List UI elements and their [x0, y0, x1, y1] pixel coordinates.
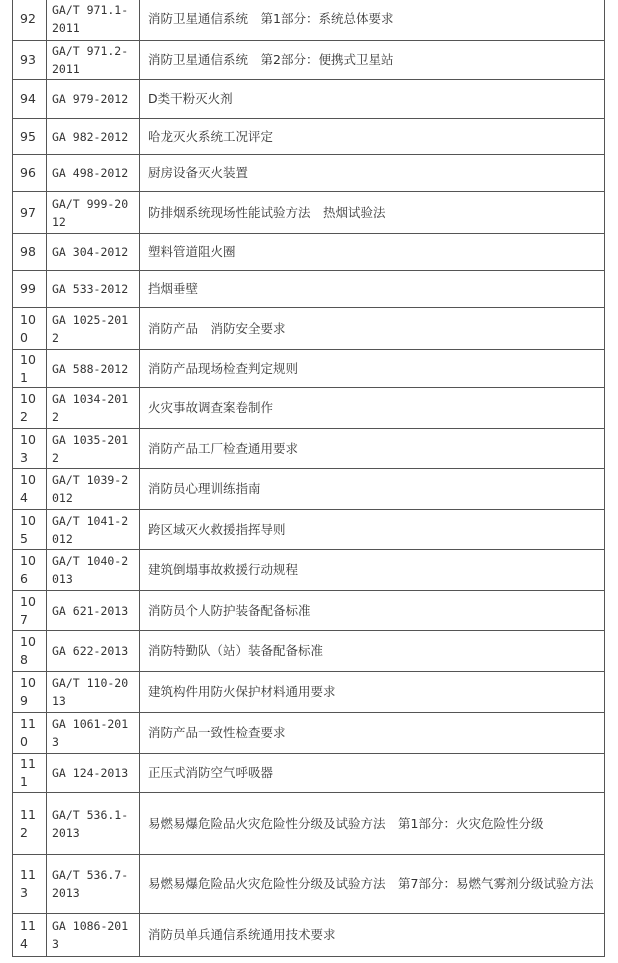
- table-row: [13, 0, 605, 41]
- standard-title-cell: 哈龙灭火系统工况评定: [140, 119, 605, 155]
- standard-code-cell: GA 1025-2012: [47, 308, 140, 350]
- standard-code-cell: GA 982-2012: [47, 119, 140, 155]
- standard-title-cell: 跨区域灭火救援指挥导则: [140, 510, 605, 550]
- row-number-cell: 111: [13, 754, 47, 793]
- row-number-cell: 107: [13, 591, 47, 631]
- table-row: [13, 388, 605, 429]
- table-row: [13, 192, 605, 234]
- row-number-cell: 101: [13, 350, 47, 388]
- table-row: [13, 510, 605, 550]
- table-row: [13, 429, 605, 469]
- row-number-cell: 108: [13, 631, 47, 672]
- row-number-cell: 109: [13, 672, 47, 713]
- standard-code-cell: GA 124-2013: [47, 754, 140, 793]
- standard-title-cell: 消防卫星通信系统 第2部分：便携式卫星站: [140, 41, 605, 80]
- table-row: [13, 469, 605, 510]
- row-number-cell: 110: [13, 713, 47, 754]
- standard-title-cell: 消防员心理训练指南: [140, 469, 605, 510]
- row-number-cell: 98: [13, 234, 47, 271]
- row-number-cell: 105: [13, 510, 47, 550]
- table-row: [13, 855, 605, 914]
- standard-title-cell: 消防员单兵通信系统通用技术要求: [140, 914, 605, 957]
- row-number-cell: 99: [13, 271, 47, 308]
- row-number-cell: 97: [13, 192, 47, 234]
- standard-title-cell: 消防产品一致性检查要求: [140, 713, 605, 754]
- standard-code-cell: GA/T 1040-2013: [47, 550, 140, 591]
- standard-title-cell: 消防卫星通信系统 第1部分：系统总体要求: [140, 0, 605, 41]
- row-number-cell: 104: [13, 469, 47, 510]
- standard-code-cell: GA 304-2012: [47, 234, 140, 271]
- standard-title-cell: 正压式消防空气呼吸器: [140, 754, 605, 793]
- standard-code-cell: GA 1034-2012: [47, 388, 140, 429]
- table-row: [13, 591, 605, 631]
- standard-code-cell: GA/T 536.7-2013: [47, 855, 140, 914]
- standard-title-cell: 厨房设备灭火装置: [140, 155, 605, 192]
- standard-code-cell: GA 1086-2013: [47, 914, 140, 957]
- table-row: [13, 914, 605, 957]
- table-row: [13, 350, 605, 388]
- row-number-cell: 96: [13, 155, 47, 192]
- table-row: [13, 550, 605, 591]
- standard-title-cell: 消防员个人防护装备配备标准: [140, 591, 605, 631]
- table-row: [13, 713, 605, 754]
- table-row: [13, 631, 605, 672]
- row-number-cell: 102: [13, 388, 47, 429]
- standards-table-container: [12, 0, 605, 957]
- standard-code-cell: GA 622-2013: [47, 631, 140, 672]
- standard-title-cell: 挡烟垂壁: [140, 271, 605, 308]
- standard-code-cell: GA/T 1039-2012: [47, 469, 140, 510]
- standard-title-cell: 火灾事故调查案卷制作: [140, 388, 605, 429]
- standard-code-cell: GA/T 971.2-2011: [47, 41, 140, 80]
- table-row: [13, 80, 605, 119]
- table-row: [13, 271, 605, 308]
- standard-title-cell: 易燃易爆危险品火灾危险性分级及试验方法 第1部分：火灾危险性分级: [140, 793, 605, 855]
- table-row: [13, 119, 605, 155]
- standard-title-cell: D类干粉灭火剂: [140, 80, 605, 119]
- table-row: [13, 308, 605, 350]
- standard-code-cell: GA 979-2012: [47, 80, 140, 119]
- row-number-cell: 103: [13, 429, 47, 469]
- standard-title-cell: 塑料管道阻火圈: [140, 234, 605, 271]
- row-number-cell: 106: [13, 550, 47, 591]
- standard-title-cell: 消防产品现场检查判定规则: [140, 350, 605, 388]
- standard-code-cell: GA/T 536.1-2013: [47, 793, 140, 855]
- standard-title-cell: 消防特勤队（站）装备配备标准: [140, 631, 605, 672]
- row-number-cell: 114: [13, 914, 47, 957]
- standard-code-cell: GA/T 1041-2012: [47, 510, 140, 550]
- row-number-cell: 93: [13, 41, 47, 80]
- table-row: [13, 672, 605, 713]
- row-number-cell: 113: [13, 855, 47, 914]
- standard-code-cell: GA 498-2012: [47, 155, 140, 192]
- standard-title-cell: 建筑倒塌事故救援行动规程: [140, 550, 605, 591]
- row-number-cell: 100: [13, 308, 47, 350]
- standard-code-cell: GA/T 999-2012: [47, 192, 140, 234]
- table-row: [13, 234, 605, 271]
- table-row: [13, 793, 605, 855]
- standard-code-cell: GA 1061-2013: [47, 713, 140, 754]
- standard-code-cell: GA/T 971.1-2011: [47, 0, 140, 41]
- row-number-cell: 94: [13, 80, 47, 119]
- standard-code-cell: GA 621-2013: [47, 591, 140, 631]
- standard-title-cell: 消防产品 消防安全要求: [140, 308, 605, 350]
- table-row: [13, 41, 605, 80]
- standard-code-cell: GA/T 110-2013: [47, 672, 140, 713]
- row-number-cell: 95: [13, 119, 47, 155]
- standard-code-cell: GA 1035-2012: [47, 429, 140, 469]
- standard-code-cell: GA 588-2012: [47, 350, 140, 388]
- standard-code-cell: GA 533-2012: [47, 271, 140, 308]
- row-number-cell: 92: [13, 0, 47, 41]
- standard-title-cell: 消防产品工厂检查通用要求: [140, 429, 605, 469]
- standard-title-cell: 易燃易爆危险品火灾危险性分级及试验方法 第7部分：易燃气雾剂分级试验方法: [140, 855, 605, 914]
- standards-table-body: [13, 0, 605, 957]
- table-row: [13, 155, 605, 192]
- row-number-cell: 112: [13, 793, 47, 855]
- standard-title-cell: 建筑构件用防火保护材料通用要求: [140, 672, 605, 713]
- table-row: [13, 754, 605, 793]
- standard-title-cell: 防排烟系统现场性能试验方法 热烟试验法: [140, 192, 605, 234]
- standards-table: [12, 0, 605, 957]
